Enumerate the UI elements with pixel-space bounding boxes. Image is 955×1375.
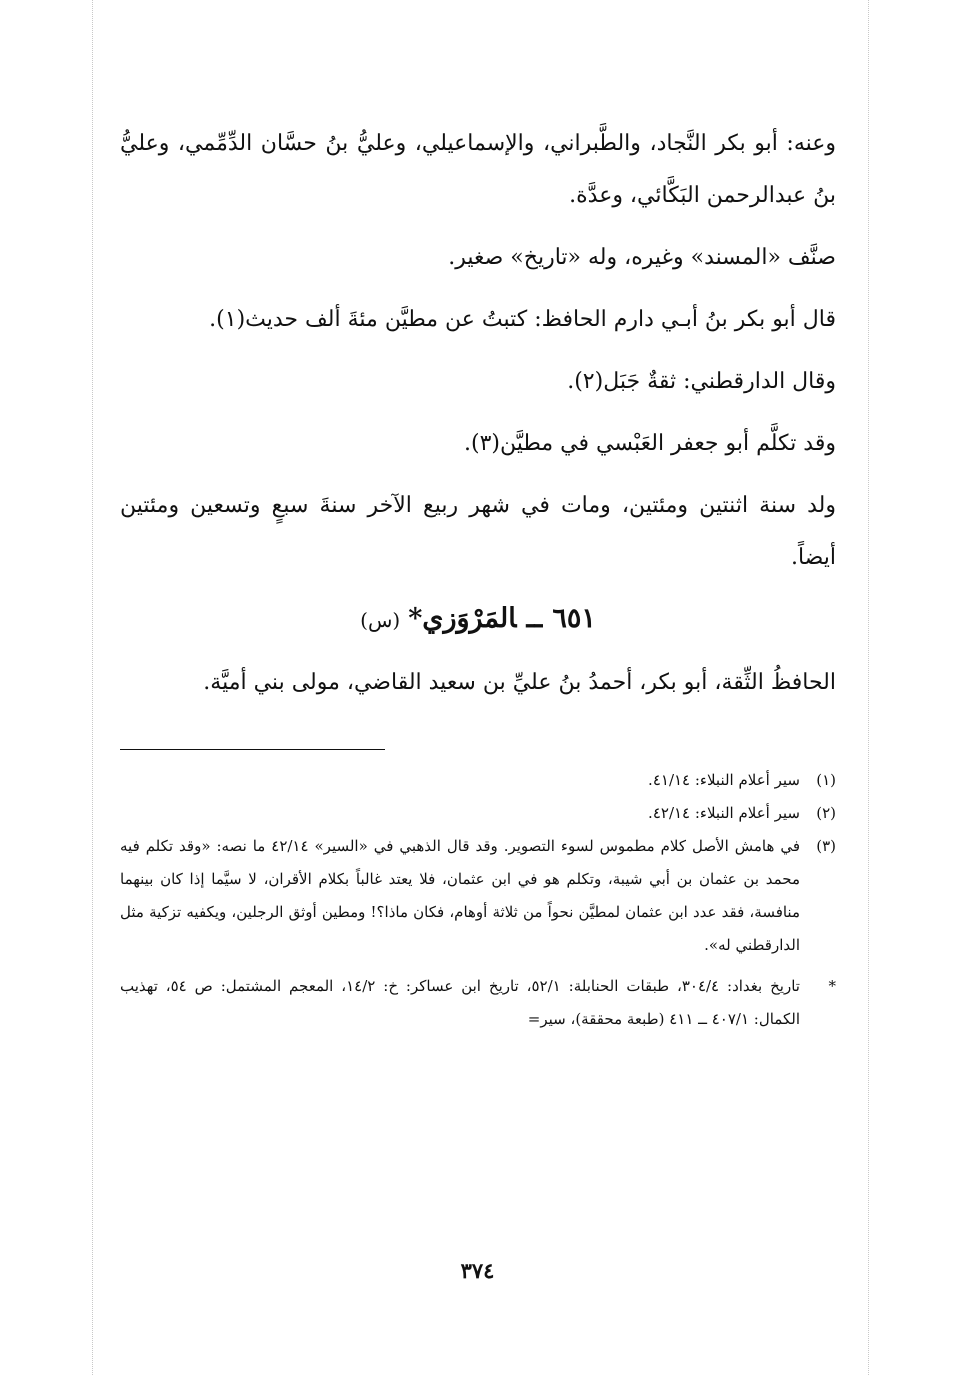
entry-description: الحافظُ الثِّقة، أبو بكر، أحمدُ بنُ عليِّ بن سعيد القاضي، مولى بني أميَّة. — [203, 670, 836, 695]
footnote-2 — [120, 797, 836, 830]
page-content — [120, 118, 836, 1036]
footnote-1 — [120, 764, 836, 797]
footnote-3 — [120, 830, 836, 962]
entry-name: المَرْوَزي* — [408, 603, 517, 634]
paragraph-quote-abu-bakr: قال أبو بكر بنُ أبـي دارم الحافظ: كتبتُ عن مطيَّن مئةَ ألف حديث(١). — [209, 307, 836, 332]
entry-heading — [120, 594, 836, 645]
footnote-text: في هامش الأصل كلام مطموس لسوء التصوير. وقد قال الذهبي في «السير» ٤٢/١٤ ما نصه: «وقد تكلم فيه محمد بن عثمان بن أبي شيبة، وتكلم هو في ابن عثمان، فلا يعتد غالباً بكلام الأقران، لا سيَّما إذا كان بينهما منافسة، فقد عدد ابن عثمان لمطيَّن نحواً من ثلاثة أوهام، فكان ماذا؟! ومطين أوثق الرجلين، ويكفيه تزكية مثل الدارقطني له». — [120, 837, 800, 954]
right-margin-rule — [868, 0, 869, 1375]
footnote-text: سير أعلام النبلاء: ٤١/١٤. — [648, 771, 800, 789]
footnote-text: سير أعلام النبلاء: ٤٢/١٤. — [648, 804, 800, 822]
left-margin-rule — [92, 0, 93, 1375]
entry-symbol: (س) — [360, 608, 401, 632]
paragraph-students: وعنه: أبو بكر النَّجاد، والطَّبراني، والإسماعيلي، وعليُّ بنُ حسَّان الدِّمِّمي، وعليُّ بنُ عبدالرحمن البَكَّائي، وعدَّة. — [120, 131, 836, 208]
footnote-mark: * — [828, 977, 836, 995]
footnote-mark: (٣) — [816, 837, 836, 855]
paragraph-dates: ولد سنة اثنتين ومئتين، ومات في شهر ربيع الآخر سنةَ سبعٍ وتسعين ومئتين أيضاً. — [120, 493, 836, 570]
footnote-mark: (١) — [816, 771, 836, 789]
paragraph-daraqutni: وقال الدارقطني: ثقةٌ جَبَل(٢). — [567, 369, 836, 394]
entry-dash: ــ — [526, 603, 543, 634]
paragraph-absi: وقد تكلَّم أبو جعفر العَبْسي في مطيَّن(٣). — [463, 431, 836, 456]
footnote-sources — [120, 970, 836, 1036]
footnote-mark: (٢) — [816, 804, 836, 822]
entry-number: ٦٥١ — [552, 603, 596, 634]
footnote-separator — [120, 749, 385, 750]
page-number: ٣٧٤ — [460, 1258, 495, 1283]
footnote-text: تاريخ بغداد: ٣٠٤/٤، طبقات الحنابلة: ٥٢/١، تاريخ ابن عساكر: خ: ١٤/٢، المعجم المشتمل: ص ٥٤، تهذيب الكمال: ٤٠٧/١ ــ ٤١١ (طبعة محققة)، سير= — [120, 977, 800, 1028]
paragraph-works: صنَّف «المسند» وغيره، وله «تاريخ» صغير. — [448, 245, 836, 270]
